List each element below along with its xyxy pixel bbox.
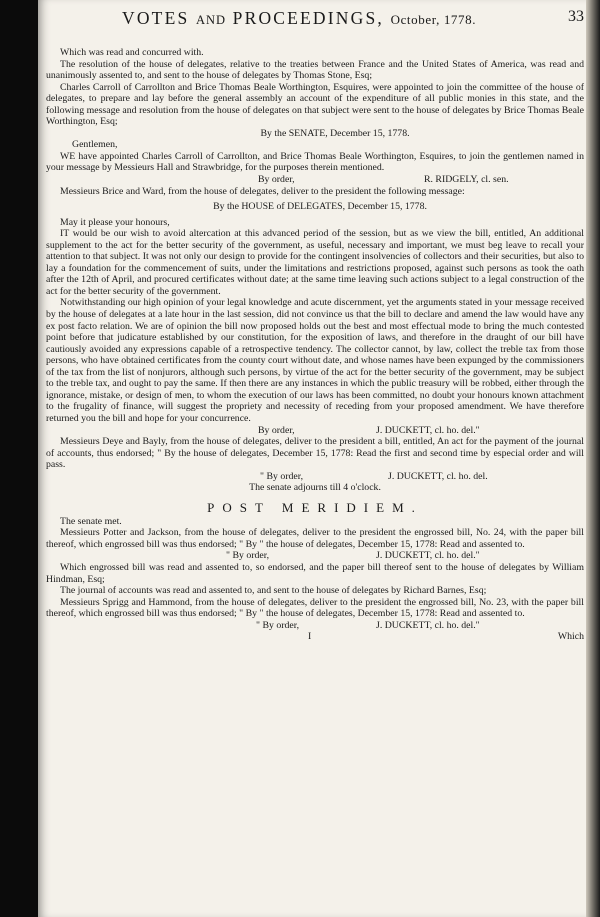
paragraph: The journal of accounts was read and assented to, and sent to the house of delegates by Richard Barnes, Esq; [60,585,487,597]
by-order: " By order, [256,619,300,631]
signature-line [46,425,584,437]
running-title-votes: VOTES [122,8,190,28]
clerk-signature: J. DUCKETT, cl. ho. del." [376,424,480,436]
running-header [46,4,584,42]
running-date: October, 1778. [390,12,477,27]
page-footer [46,631,584,643]
paragraph: Which engrossed bill was read and assented to, so endorsed, and the paper bill thereof sent to the house of delegates by William Hindman, Esq; [46,561,584,585]
paragraph: Messieurs Deye and Bayly, from the house of delegates, deliver to the president a bill, entitled, An act for the payment of the journal of accounts, thus endorsed; " By the house of delegates, December 15, 1778: Read the first and second time by especial order and will pass. [46,436,584,471]
by-order: " By order, [260,470,304,482]
paragraph: Charles Carroll of Carrollton and Brice Thomas Beale Worthington, Esquires, were appointed to join the committee of the house of delegates, to prepare and lay before the general assembly an account of the expenditure of all public monies in this state, and the following message and resolution from the house of delegates on that subject were sent to the house of delegates by Brice Thomas Beale Worthington, Esq; [46,81,584,128]
paragraph: Messieurs Sprigg and Hammond, from the house of delegates, deliver to the president the engrossed bill, No. 23, with the paper bill thereof, which engrossed bill was thus endorsed; " By " the house of delegates, December 15, 1778: Read and assented to. [46,596,584,620]
paragraph: Notwithstanding our high opinion of your legal knowledge and acute discernment, yet the arguments stated in your message received by the house of delegates at a late hour in the last session, did not convince us that the bill to declare and amend the law would have any ex post facto relation. We are of opinion the bill now proposed holds out the best and most effectual mode to bring the much contested point before that judicature established by our constitution, for the exposition of laws, and therefore in the draught of our bill have cautiously avoided any expressions capable of a retrospective tendency. The collector cannot, by law, collect the treble tax from those persons, who have obtained certificates from the county court without date, and whose names have been expunged by the commissioners of the tax from the list of nonjurors, although such persons, by virtue of the act for the better security of the government, may be subject to the treble tax, and ought to pay the same. If then there are any instances in which the public treasury will be robbed, either through the ignorance, mistake, or design of men, to whom the execution of our laws has been committed, no doubt your honours known attachment to the frugality of finance, will suggest the propriety and necessity of receding from your proposed amendment. We have therefore returned you the bill and hope for your concurrence. [46,297,584,424]
paragraph: The senate met. [60,515,122,527]
salutation: Gentlemen, [72,139,118,151]
by-order: " By order, [226,550,270,562]
paragraph: Messieurs Brice and Ward, from the house of delegates, deliver to the president the following message: [60,185,465,197]
signature-line [46,620,584,632]
journal-text [46,47,584,643]
signature-line [46,471,584,483]
house-heading: By the HOUSE of DELEGATES, December 15, 1778. [213,201,427,213]
running-title-proceedings: PROCEEDINGS, [232,8,384,28]
clerk-signature: J. DUCKETT, cl. ho. del. [388,470,488,482]
paragraph: WE have appointed Charles Carroll of Carrollton, and Brice Thomas Beale Worthington, Esquires, to join the gentlemen named in your message by Messieurs Hall and Strawbridge, for the purposes therein mentioned. [46,150,584,174]
page-number: 33 [568,8,584,25]
paragraph: Which was read and concurred with. [60,47,204,58]
clerk-signature: J. DUCKETT, cl. ho. del." [376,550,480,562]
clerk-signature: J. DUCKETT, cl. ho. del." [376,619,480,631]
running-title [122,8,476,29]
book-edge [586,0,600,917]
salutation: May it please your honours, [60,216,170,228]
senate-heading: By the SENATE, December 15, 1778. [260,127,410,139]
paragraph: IT would be our wish to avoid altercation at this advanced period of the session, but as we view the bill, entitled, An additional supplement to the act for the better security of the government, as useful, necessary and important, we must beg leave to recall your attention to that subject. It was not only our design to provide for the contingent insolvencies of collectors and their securities, but also to lay a foundation for the commencement of suits, under the limitations and restrictions proposed, against such persons as took the oath after the 12th of April, and procured certificates without date; at the same time leaving such actions subject to a legal construction of the act for the better security of the government. [46,228,584,297]
signature-mark: I [308,631,312,643]
post-meridiem-heading: POST MERIDIEM. [207,499,423,515]
signature-line [46,174,584,186]
running-title-and: AND [195,13,227,27]
paragraph: Messieurs Potter and Jackson, from the house of delegates, deliver to the president the engrossed bill, No. 24, with the paper bill thereof, which engrossed bill was thus endorsed; " By " the house of delegates, December 15, 1778: Read and assented to. [46,527,584,550]
paragraph: The resolution of the house of delegates, relative to the treaties between France and the United States of America, was read and unanimously assented to, and sent to the house of delegates by Thomas Stone, Esq; [46,58,584,82]
adjournment: The senate adjourns till 4 o'clock. [249,482,381,494]
clerk-signature: R. RIDGELY, cl. sen. [424,174,509,186]
by-order: By order, [258,424,295,436]
catchword: Which [557,631,584,643]
signature-line [46,550,584,562]
by-order: By order, [258,174,295,186]
